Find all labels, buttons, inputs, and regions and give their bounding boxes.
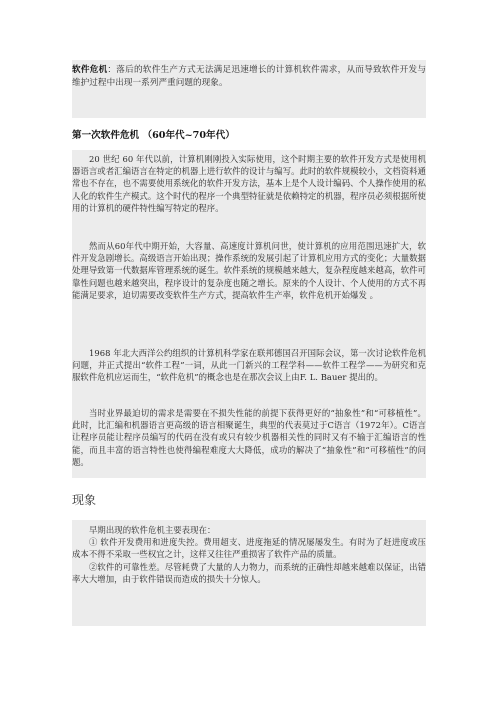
section2-heading: 现象 (72, 493, 97, 507)
section1-paragraph-2 (72, 240, 426, 301)
section1-p2-text: 然而从60年代中期开始，大容量、高速度计算机问世，使计算机的应用范围迅速扩大，软件开发急剧增长。高级语言开始出现；操作系统的发展引起了计算机应用方式的变化；大量数据处理导致第一代数据库管理系统的诞生。软件系统的规模越来越大，复杂程度越来越高，软件可靠性问题也越来越突出，程序设计的复杂度也随之增长。原来的个人设计、个人使用的方式不再能满足要求，迫切需要改变软件生产方式，提高软件生产率，软件危机开始爆发 。 (72, 241, 426, 300)
section1-p4-text: 当时业界最迫切的需求是需要在不损失性能的前提下获得更好的“抽象性”和“可移植性”。此时，比汇编和机器语言更高级的语言相聚诞生，典型的代表莫过于C语言（1972年）。C语言让程序员能让程序员编写的代码在没有或只有较少机器相关性的同时又有不输于汇编语言的性能，而且丰富的语言特性也使得编程难度大大降低，成功的解决了“抽象性”和“可移植性”的问题。 (72, 408, 426, 467)
intro-paragraph (72, 64, 426, 89)
section2-body (72, 524, 426, 585)
section2-p1-text: 早期出现的软件危机主要表现在： (89, 525, 216, 535)
intro-definition: ：落后的软件生产方式无法满足迅速增长的计算机软件需求，从而导致软件开发与维护过程中出现一系列严重问题的现象。 (72, 65, 426, 88)
section1-heading: 第一次软件危机 （60年代~70年代） (72, 130, 235, 141)
section1-paragraph-3 (72, 347, 426, 384)
section1-p3-text: 1968 年北大西洋公约组织的计算机科学家在联邦德国召开国际会议，第一次讨论软件危机问题，并正式提出“软件工程”一词，从此一门新兴的工程学科——软件工程学——为研究和克服软件危机应运而生，“软件危机”的概念也是在那次会议上由F. L. Bauer 提出的。 (72, 348, 426, 383)
section2-p3-text: ②软件的可靠性差。尽管耗费了大量的人力物力，而系统的正确性却越来越难以保证，出错率大大增加，由于软件错误而造成的损失十分惊人。 (72, 561, 426, 584)
section2-p2-text: ① 软件开发费用和进度失控。费用超支、进度拖延的情况屡屡发生。有时为了赶进度或压成本不得不采取一些权宜之计，这样又往往严重损害了软件产品的质量。 (72, 537, 426, 560)
section1-p1-text: 20 世纪 60 年代以前，计算机刚刚投入实际使用，这个时期主要的软件开发方式是使用机器语言或者汇编语言在特定的机器上进行软件的设计与编写。此时的软件规模较小，文档资料通常也不存在，也不需要使用系统化的软件开发方法，基本上是个人设计编码、个人操作使用的私人化的软件生产模式。这个时代的程序一个典型特征就是依赖特定的机器，程序员必须根据所使用的计算机的硬件特性编写特定的程序。 (72, 154, 426, 213)
section1-paragraph-4 (72, 407, 426, 468)
intro-term: 软件危机 (72, 65, 108, 75)
section1-paragraph-1 (72, 153, 426, 214)
